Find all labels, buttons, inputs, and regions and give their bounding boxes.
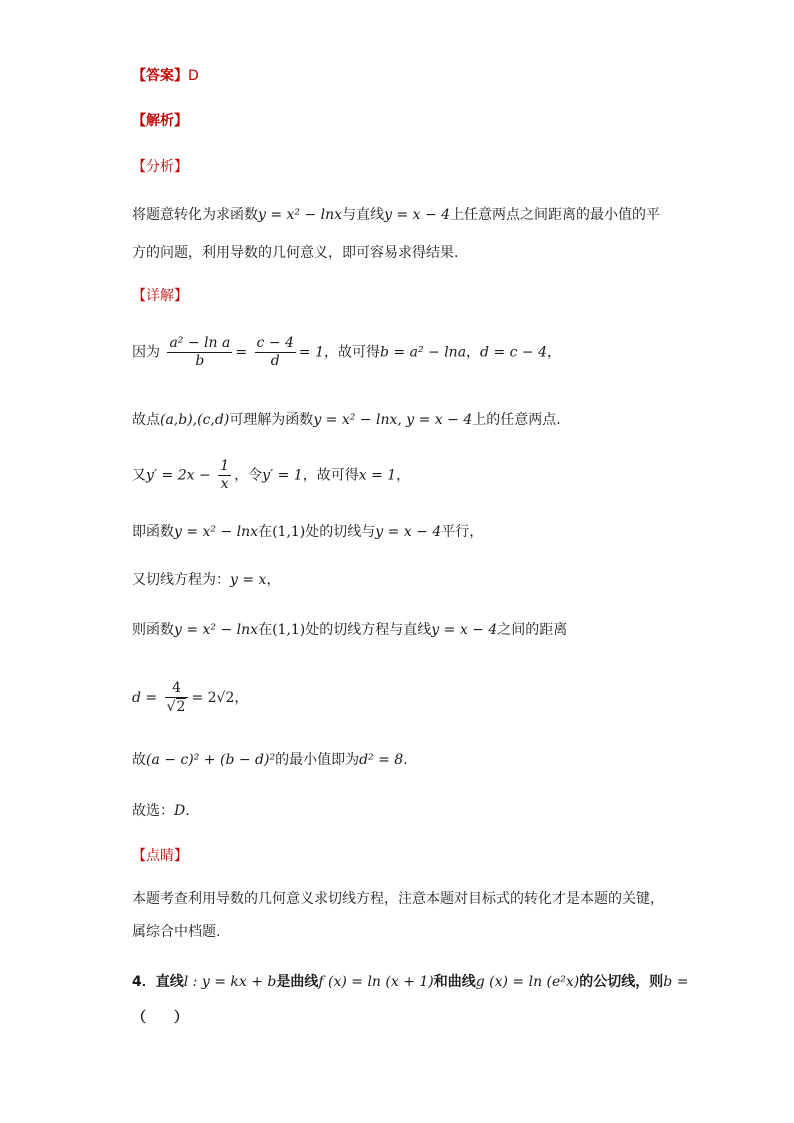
fraction-denominator: b [195,353,205,369]
comment-tag: 【点睛】 [132,848,188,864]
formula: b = [663,974,689,990]
formula: d² = 8 [359,752,404,768]
detail-step-9 [132,801,190,821]
formula: y = x [230,572,267,588]
approach-line-2: 方的问题，利用导数的几何意义，即可容易求得结果. [132,245,459,261]
fraction-numerator: a² − ln a [169,335,231,351]
formula: = [235,344,248,361]
fraction [255,335,296,370]
fraction-denominator: d [270,353,280,369]
formula: x = 1 [358,467,397,484]
approach-text: 与直线 [342,207,385,223]
approach-text: 将题意转化为求函数 [132,207,258,223]
approach-line-1 [132,205,660,225]
question-4-stem [132,972,688,992]
step-text: ， [547,344,562,361]
fraction-denominator: √2 [166,699,186,715]
question-number: 4．直线 [132,974,184,990]
approach-tag: 【分析】 [132,159,188,175]
fraction-numerator: 1 [220,458,230,474]
step-text: 之间的距离 [497,622,568,638]
fraction [218,458,231,493]
formula: b = a² − lna [380,344,467,361]
step-text: . [403,752,408,768]
question-text: 的公切线，则 [579,974,664,990]
formula: l : y = kx + b [183,974,277,990]
step-text: 在 [258,622,273,638]
step-text: 即函数 [132,524,174,540]
step-text: ，故可得 [302,467,359,484]
detail-step-1 [132,335,561,370]
step-text: 处的切线方程与直线 [305,622,432,638]
formula: y = x² − lnx [258,207,343,223]
step-text: ，令 [234,467,263,484]
formula: (1,1) [272,622,306,638]
comment-line-1: 本题考查利用导数的几何意义求切线方程，注意本题对目标式的转化才是本题的关键， [132,891,664,907]
formula: g (x) = ln (e²x) [475,974,580,990]
detail-step-8 [132,750,408,770]
formula: (a − c)² + (b − d)² [146,752,276,768]
step-text: 又切线方程为： [132,572,230,588]
fraction-numerator: c − 4 [256,335,294,351]
detail-step-2 [132,410,561,430]
answer-value: D [188,68,199,84]
formula: y = x² − lnx, y = x − 4 [313,412,473,428]
step-text: ， [266,572,281,588]
detail-step-7 [132,680,248,716]
formula: D [174,803,186,819]
question-text: 是曲线 [276,974,319,990]
formula: y = x − 4 [384,207,451,223]
step-text: 故 [132,752,146,768]
formula: d = [132,690,158,706]
detail-step-6 [132,620,567,640]
step-text: . [185,803,190,819]
formula: y = x − 4 [431,622,498,638]
answer-line [132,66,199,86]
step-text: ，故可得 [324,344,381,361]
formula: d = c − 4 [480,344,548,361]
formula: (1,1) [272,524,306,540]
formula: = 2√2 [191,690,235,706]
approach-text: 上任意两点之间距离的最小值的平 [450,207,661,223]
step-text: 平行， [441,524,484,540]
answer-tag: 【答案】 [132,68,188,84]
step-text: 故点 [132,412,160,428]
step-text: 又 [132,467,146,484]
formula: y′ = 1 [262,467,303,484]
fraction [167,335,232,370]
analysis-tag: 【解析】 [132,113,188,129]
comment-line-2: 属综合中档题. [132,924,221,940]
step-text: 则函数 [132,622,174,638]
question-text: 和曲线 [433,974,476,990]
detail-step-3 [132,458,410,493]
fraction-denominator: x [220,476,229,492]
formula: (a,b),(c,d) [160,412,230,428]
formula: y = x² − lnx [174,622,259,638]
step-text: 因为 [132,344,160,361]
formula: y = x² − lnx [174,524,259,540]
step-text: ， [234,690,249,706]
step-text: ， [396,467,411,484]
step-text: ， [466,344,481,361]
step-text: 上的任意两点. [472,412,561,428]
detail-step-5 [132,570,280,590]
step-text: 在 [258,524,273,540]
detail-step-4 [132,522,483,542]
formula: = 1 [298,344,325,361]
step-text: 处的切线与 [305,524,376,540]
step-text: 可理解为函数 [229,412,314,428]
sqrt-radicand: 2 [176,699,186,715]
fraction [165,680,189,716]
formula: y = x − 4 [375,524,442,540]
step-text: 的最小值即为 [275,752,360,768]
fraction-numerator: 4 [165,680,189,698]
step-text: 故选： [132,803,174,819]
formula: y′ = 2x − [146,467,211,484]
formula: f (x) = ln (x + 1) [318,974,434,990]
answer-blank: （ ） [132,1010,188,1026]
detail-tag: 【详解】 [132,288,188,304]
